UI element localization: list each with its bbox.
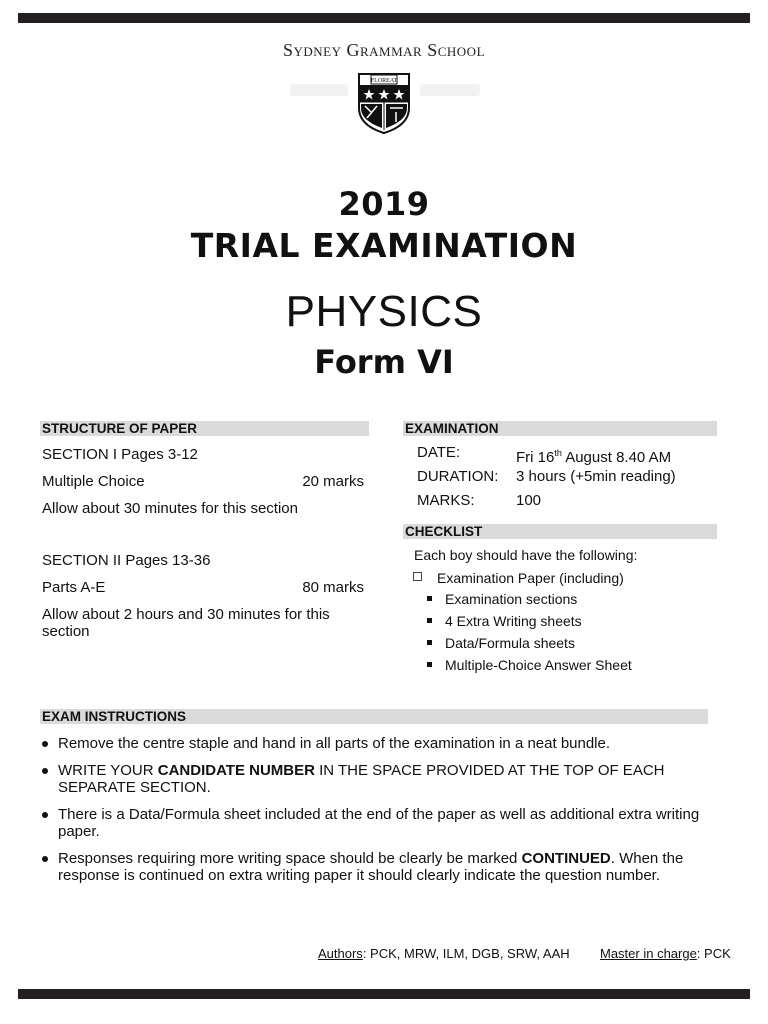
instruction-item: WRITE YOUR CANDIDATE NUMBER IN THE SPACE PROVIDED AT THE TOP OF EACH SEPARATE SECTION. — [42, 762, 702, 796]
checklist-item: Examination Paper (including) — [437, 570, 624, 586]
form-title: Form VI — [314, 343, 454, 381]
duration-label: DURATION: — [417, 468, 499, 485]
bullet-icon — [42, 812, 48, 818]
school-crest-icon — [357, 72, 411, 134]
section2-marks: 80 marks — [302, 579, 364, 596]
marks-label: MARKS: — [417, 492, 475, 509]
master-line: Master in charge: PCK — [600, 946, 731, 961]
bullet-square-icon — [427, 662, 432, 667]
bullet-square-icon — [427, 640, 432, 645]
crest-motto: FLOREAT — [370, 78, 398, 84]
section1-label: Multiple Choice — [42, 473, 145, 490]
section1-time: Allow about 30 minutes for this section — [42, 500, 298, 517]
bottom-rule — [18, 989, 750, 999]
bullet-square-icon — [427, 596, 432, 601]
checklist-intro: Each boy should have the following: — [414, 547, 638, 563]
checklist-subitem: Examination sections — [445, 591, 578, 607]
top-rule — [18, 13, 750, 23]
bullet-icon — [42, 856, 48, 862]
section1-title: SECTION I Pages 3-12 — [42, 446, 198, 463]
section2-time-line1: Allow about 2 hours and 30 minutes for this — [42, 606, 330, 623]
checklist-subitem: Multiple-Choice Answer Sheet — [445, 657, 632, 673]
instruction-item: Responses requiring more writing space should be clearly be marked CONTINUED. When the response is continued on extra writing paper it should clearly indicate the question number. — [42, 850, 702, 884]
subject-title: PHYSICS — [285, 287, 483, 336]
instruction-item: Remove the centre staple and hand in all parts of the examination in a neat bundle. — [42, 735, 702, 752]
date-label: DATE: — [417, 444, 461, 461]
date-value: Fri 16th August 8.40 AM — [516, 448, 672, 466]
bullet-square-icon — [427, 618, 432, 623]
instruction-item: There is a Data/Formula sheet included at the end of the paper as well as additional extra writing paper. — [42, 806, 702, 840]
marks-value: 100 — [516, 492, 542, 509]
exam-title: TRIAL EXAMINATION — [190, 226, 578, 265]
section2-title: SECTION II Pages 13-36 — [42, 552, 211, 569]
faint-banner-right — [420, 84, 480, 96]
authors-line: Authors: PCK, MRW, ILM, DGB, SRW, AAH — [318, 946, 570, 961]
checklist-heading: CHECKLIST — [403, 524, 717, 539]
section2-label: Parts A-E — [42, 579, 106, 596]
checklist-subitem: Data/Formula sheets — [445, 635, 575, 651]
school-name: Sydney Grammar School — [282, 40, 486, 60]
checkbox-icon — [413, 572, 422, 581]
examination-heading: EXAMINATION — [403, 421, 717, 436]
duration-value: 3 hours (+5min reading) — [516, 468, 676, 485]
checklist-subitem: 4 Extra Writing sheets — [445, 613, 582, 629]
structure-heading: STRUCTURE OF PAPER — [40, 421, 369, 436]
section2-time-line2: section — [42, 623, 90, 640]
exam-year: 2019 — [338, 185, 430, 223]
bullet-icon — [42, 741, 48, 747]
section1-marks: 20 marks — [302, 473, 364, 490]
faint-banner-left — [290, 84, 348, 96]
bullet-icon — [42, 768, 48, 774]
instructions-heading: EXAM INSTRUCTIONS — [40, 709, 708, 724]
